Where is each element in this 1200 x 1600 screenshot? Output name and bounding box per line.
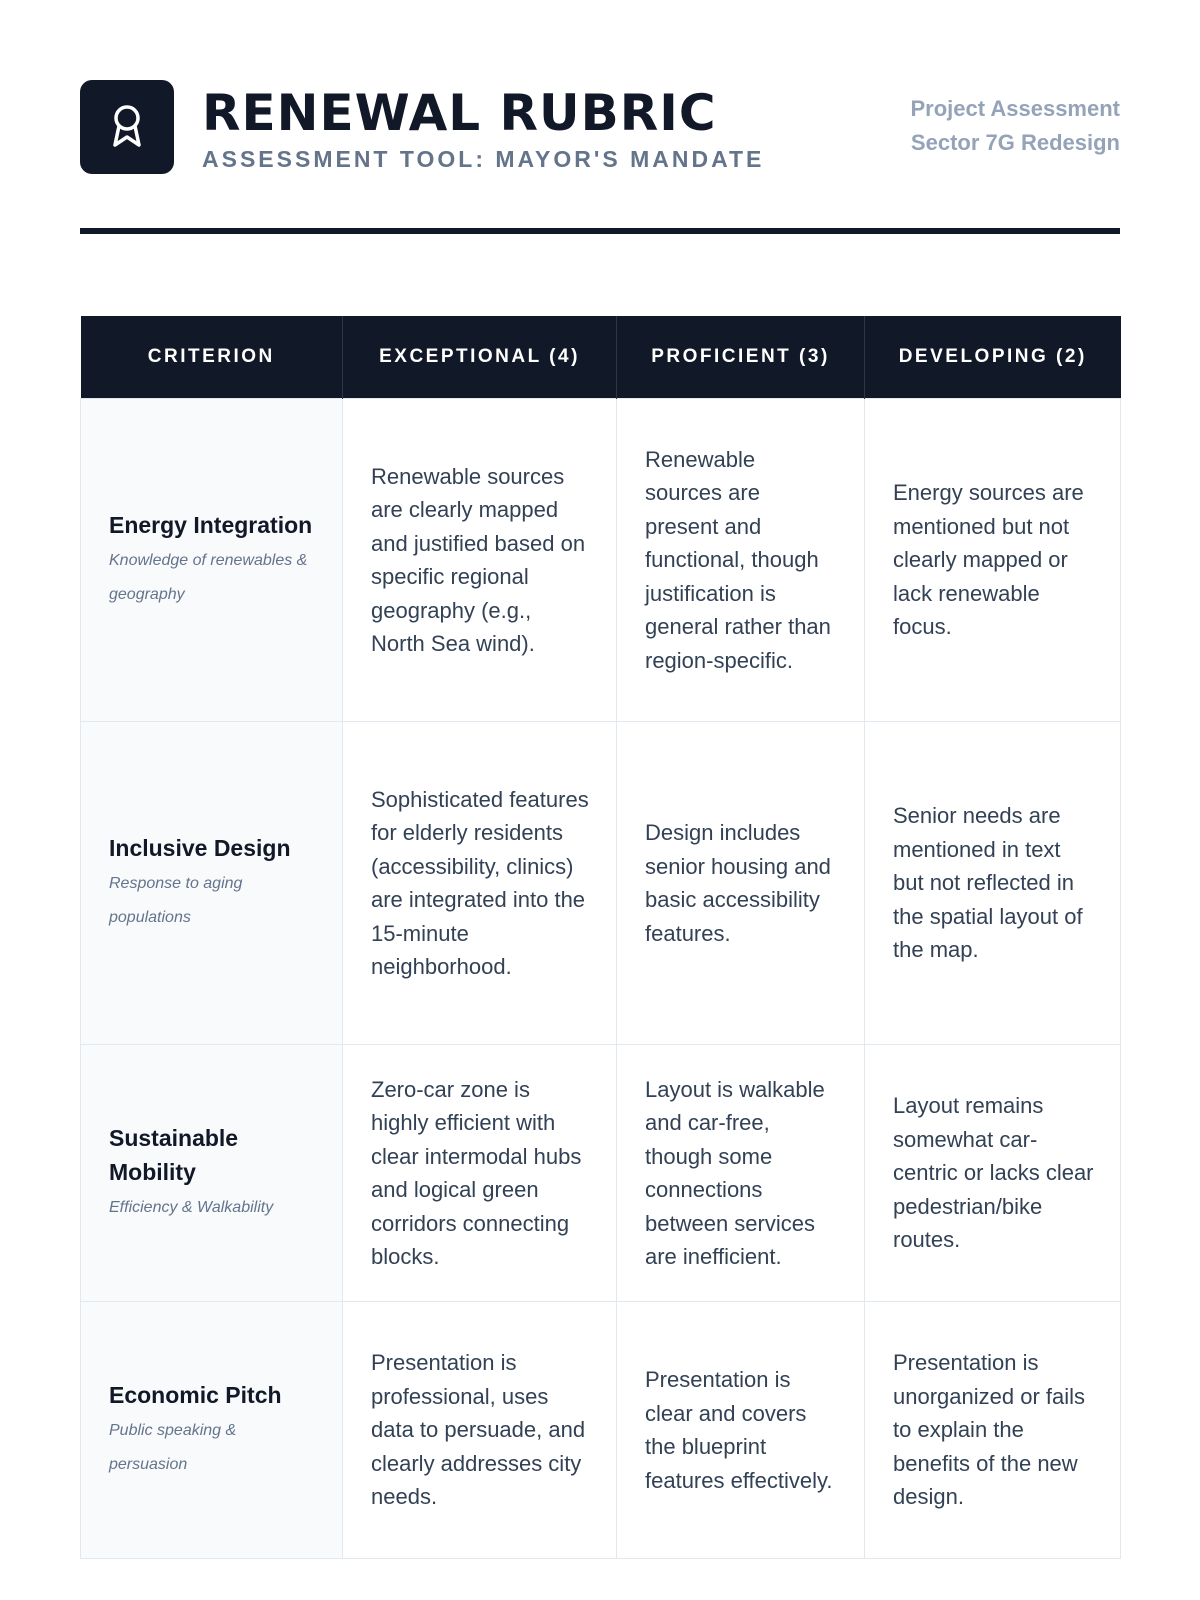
criterion-subtitle: Knowledge of renewables & geography	[109, 552, 308, 603]
column-header-criterion: CRITERION	[81, 316, 343, 399]
page-title: RENEWAL RUBRIC	[202, 84, 717, 142]
logo	[80, 80, 174, 174]
proficient-cell: Renewable sources are present and functional, though justification is general rather than region-specific.	[617, 399, 865, 722]
criterion-cell	[81, 1045, 343, 1302]
criterion-cell	[81, 399, 343, 722]
page-subtitle: ASSESSMENT TOOL: MAYOR'S MANDATE	[202, 146, 765, 172]
project-meta	[910, 92, 1120, 160]
developing-cell: Senior needs are mentioned in text but not reflected in the spatial layout of the map.	[865, 722, 1121, 1045]
criterion-subtitle: Public speaking & persuasion	[109, 1422, 237, 1473]
criterion-cell	[81, 722, 343, 1045]
meta-line-2: Sector 7G Redesign	[910, 130, 1120, 155]
developing-cell: Energy sources are mentioned but not clearly mapped or lack renewable focus.	[865, 399, 1121, 722]
criterion-subtitle: Response to aging populations	[109, 875, 243, 926]
page-header	[80, 80, 1120, 174]
header-divider	[80, 228, 1120, 234]
criterion-subtitle: Efficiency & Walkability	[109, 1199, 274, 1216]
criterion-name: Economic Pitch	[109, 1382, 282, 1408]
column-header-proficient: PROFICIENT (3)	[617, 316, 865, 399]
table-row	[81, 1045, 1121, 1302]
table-header-row	[81, 316, 1121, 399]
column-header-exceptional: EXCEPTIONAL (4)	[343, 316, 617, 399]
proficient-cell: Design includes senior housing and basic accessibility features.	[617, 722, 865, 1045]
exceptional-cell: Sophisticated features for elderly residents (accessibility, clinics) are integrated into the 15-minute neighborhood.	[343, 722, 617, 1045]
proficient-cell: Presentation is clear and covers the blueprint features effectively.	[617, 1302, 865, 1559]
exceptional-cell: Renewable sources are clearly mapped and justified based on specific regional geography (e.g., North Sea wind).	[343, 399, 617, 722]
developing-cell: Presentation is unorganized or fails to explain the benefits of the new design.	[865, 1302, 1121, 1559]
criterion-name: Sustainable Mobility	[109, 1125, 239, 1185]
exceptional-cell: Zero-car zone is highly efficient with clear intermodal hubs and logical green corridors connecting blocks.	[343, 1045, 617, 1302]
developing-cell: Layout remains somewhat car-centric or lacks clear pedestrian/bike routes.	[865, 1045, 1121, 1302]
criterion-name: Inclusive Design	[109, 835, 291, 861]
table-row	[81, 1302, 1121, 1559]
rubric-table	[80, 316, 1121, 1559]
meta-line-1: Project Assessment	[910, 96, 1120, 121]
criterion-name: Energy Integration	[109, 512, 313, 538]
criterion-cell	[81, 1302, 343, 1559]
column-header-developing: DEVELOPING (2)	[865, 316, 1121, 399]
award-ribbon-icon	[107, 101, 147, 154]
proficient-cell: Layout is walkable and car-free, though some connections between services are inefficient.	[617, 1045, 865, 1302]
table-row	[81, 399, 1121, 722]
exceptional-cell: Presentation is professional, uses data to persuade, and clearly addresses city needs.	[343, 1302, 617, 1559]
table-row	[81, 722, 1121, 1045]
